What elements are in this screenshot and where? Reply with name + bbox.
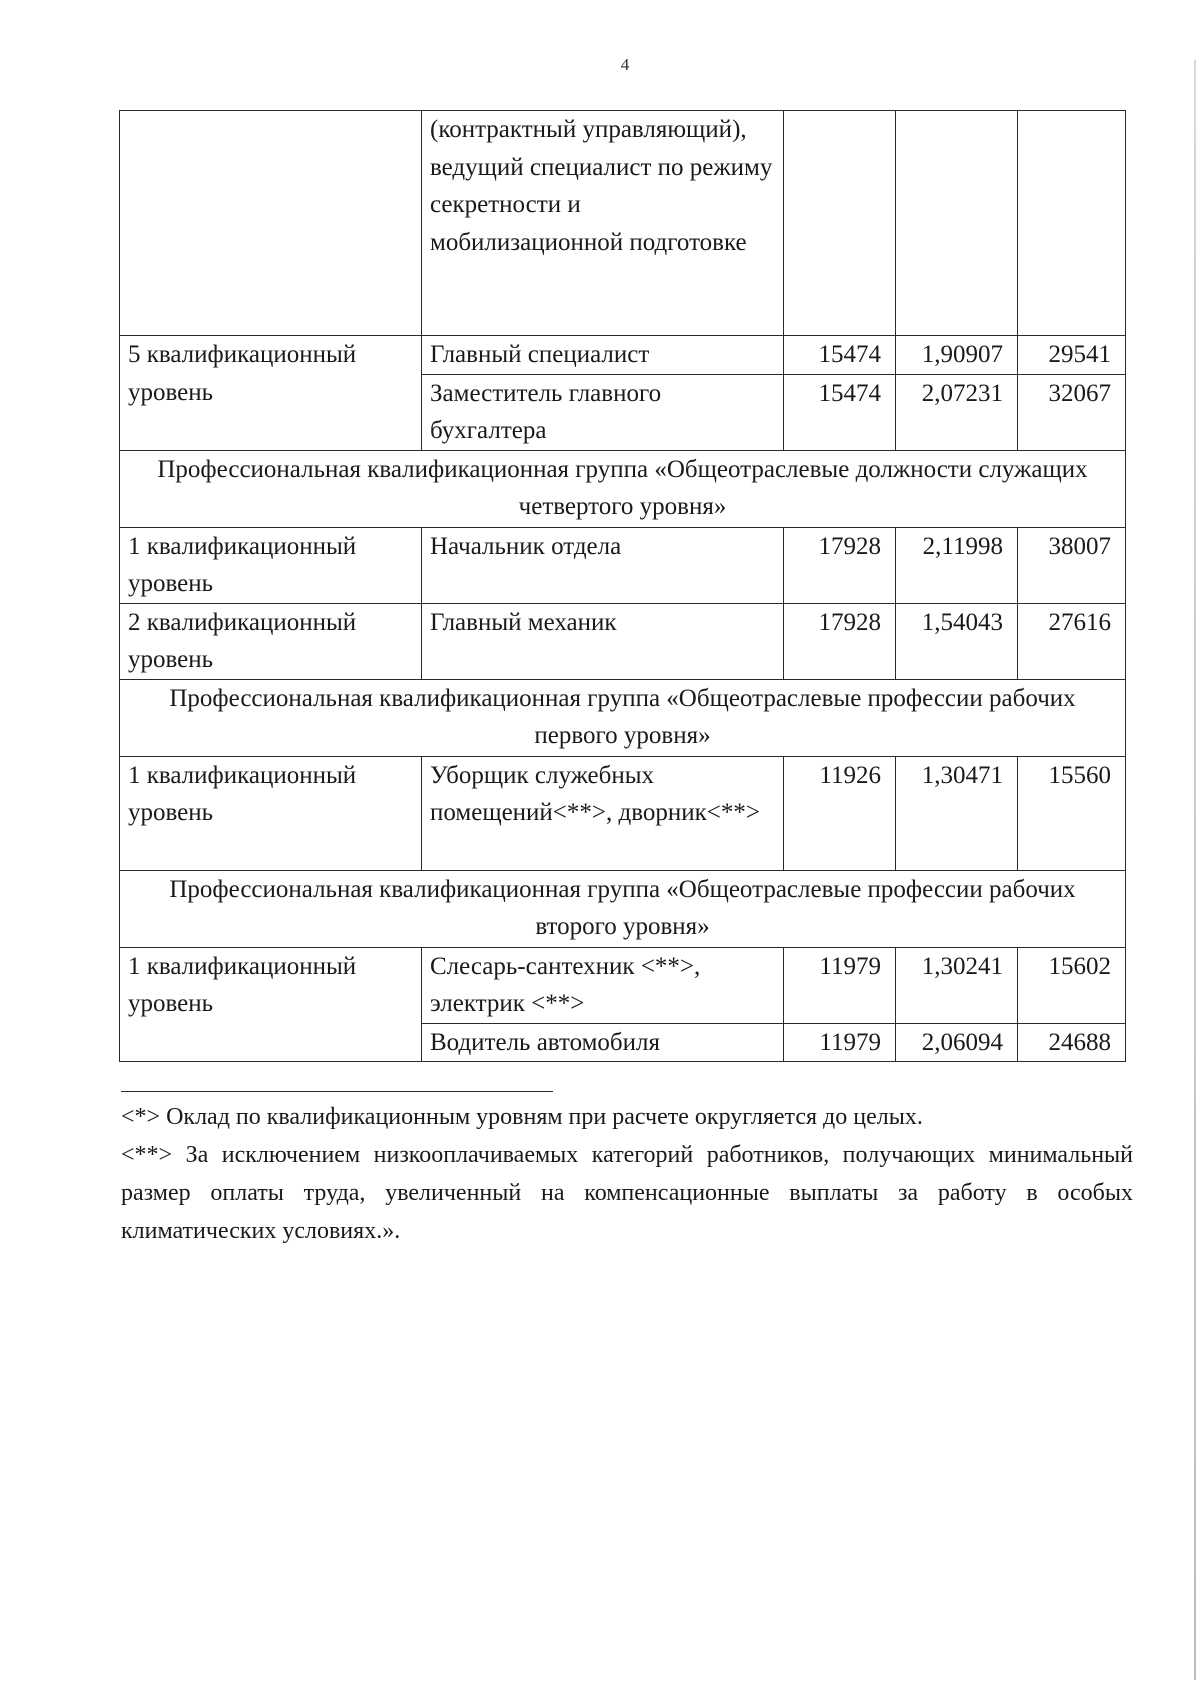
table-row	[120, 756, 1126, 870]
salary-cell: 11979	[784, 1023, 896, 1062]
total-cell: 29541	[1018, 336, 1126, 375]
total-cell: 27616	[1018, 603, 1126, 679]
footnote-1: <*> Оклад по квалификационным уровням при расчете округляется до целых.	[121, 1104, 923, 1130]
position-cell: Начальник отдела	[422, 527, 784, 603]
footnote-2: <**> За исключением низкооплачиваемых категорий работников, получающих минимальный размер оплаты труда, увеличенный на компенсационные выплаты за работу в особых климатических условиях.».	[121, 1142, 1133, 1244]
total-cell: 24688	[1018, 1023, 1126, 1062]
table-row	[120, 527, 1126, 603]
salary-cell: 15474	[784, 336, 896, 375]
salary-cell: 15474	[784, 374, 896, 450]
group-header: Профессиональная квалификационная группа «Общеотраслевые профессии рабочих второго уровня»	[120, 870, 1126, 947]
page-number: 4	[620, 55, 630, 74]
level-cell: 1 квалификационный уровень	[120, 756, 422, 870]
level-cell: 1 квалификационный уровень	[120, 947, 422, 1062]
salary-cell: 11926	[784, 756, 896, 870]
level-cell: 5 квалификационный уровень	[120, 336, 422, 451]
coefficient-cell: 1,30471	[896, 756, 1018, 870]
total-cell: 15560	[1018, 756, 1126, 870]
group-header: Профессиональная квалификационная группа «Общеотраслевые должности служащих четвертого уровня»	[120, 450, 1126, 527]
level-cell	[120, 111, 422, 336]
total-cell	[1018, 111, 1126, 336]
coefficient-cell: 2,11998	[896, 527, 1018, 603]
salary-table	[119, 110, 1126, 1062]
total-cell: 32067	[1018, 374, 1126, 450]
total-cell: 15602	[1018, 947, 1126, 1023]
total-cell: 38007	[1018, 527, 1126, 603]
coefficient-cell: 2,07231	[896, 374, 1018, 450]
coefficient-cell: 1,30241	[896, 947, 1018, 1023]
salary-cell	[784, 111, 896, 336]
scan-edge-line	[1194, 60, 1196, 1680]
table-row	[120, 947, 1126, 1023]
level-cell: 2 квалификационный уровень	[120, 603, 422, 679]
table-row	[120, 603, 1126, 679]
footnotes	[121, 1098, 1133, 1250]
position-cell: Уборщик служебных помещений<**>, дворник<**>	[422, 756, 784, 870]
group-header-row	[120, 450, 1126, 527]
level-cell: 1 квалификационный уровень	[120, 527, 422, 603]
position-cell: Водитель автомобиля	[422, 1023, 784, 1062]
coefficient-cell: 1,54043	[896, 603, 1018, 679]
group-header-row	[120, 870, 1126, 947]
position-cell: Слесарь-сантехник <**>, электрик <**>	[422, 947, 784, 1023]
salary-cell: 17928	[784, 527, 896, 603]
salary-cell: 11979	[784, 947, 896, 1023]
position-cell: Главный специалист	[422, 336, 784, 375]
position-cell: Главный механик	[422, 603, 784, 679]
table-row	[120, 111, 1126, 336]
position-cell: (контрактный управляющий), ведущий специалист по режиму секретности и мобилизационной подготовке	[422, 111, 784, 336]
position-cell: Заместитель главного бухгалтера	[422, 374, 784, 450]
group-header: Профессиональная квалификационная группа «Общеотраслевые профессии рабочих первого уровня»	[120, 679, 1126, 756]
coefficient-cell: 2,06094	[896, 1023, 1018, 1062]
salary-cell: 17928	[784, 603, 896, 679]
footnote-divider	[121, 1091, 553, 1092]
table-row	[120, 336, 1126, 375]
coefficient-cell	[896, 111, 1018, 336]
group-header-row	[120, 679, 1126, 756]
coefficient-cell: 1,90907	[896, 336, 1018, 375]
